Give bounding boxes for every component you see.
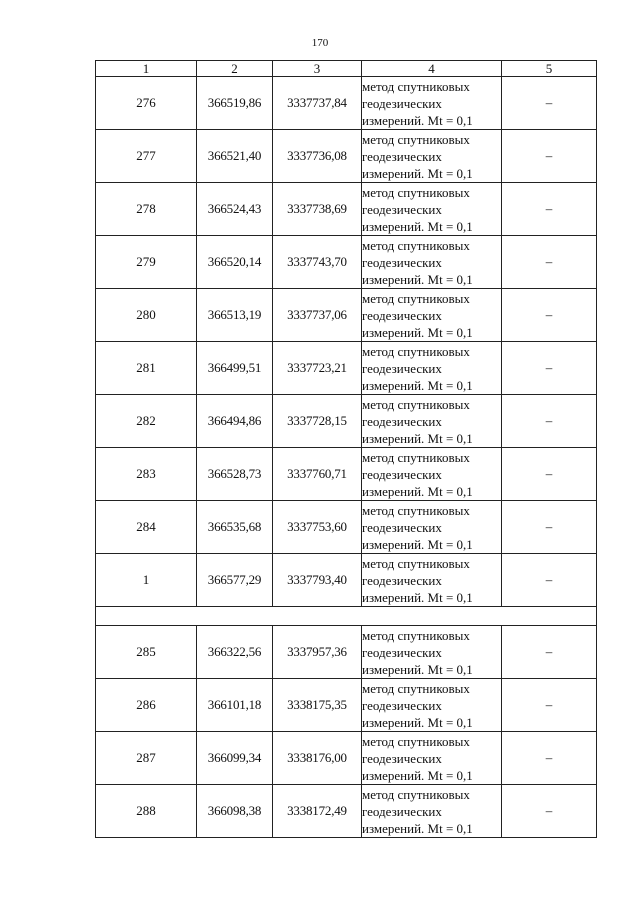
method-line: метод спутниковых <box>362 502 470 518</box>
point-number: 279 <box>96 236 197 289</box>
method-line: измерений. Mt = 0,1 <box>362 377 473 393</box>
table-row <box>96 626 597 679</box>
point-number: 285 <box>96 626 197 679</box>
method-line: метод спутниковых <box>362 131 470 147</box>
method-line: измерений. Mt = 0,1 <box>362 271 473 287</box>
note-dash: – <box>502 130 597 183</box>
point-number: 276 <box>96 77 197 130</box>
method-line: метод спутниковых <box>362 449 470 465</box>
table-row <box>96 236 597 289</box>
point-number: 288 <box>96 785 197 838</box>
header-row <box>96 61 597 77</box>
method-line: измерений. Mt = 0,1 <box>362 820 473 836</box>
note-dash: – <box>502 342 597 395</box>
coordinate-y: 3338176,00 <box>273 732 362 785</box>
point-number: 284 <box>96 501 197 554</box>
table-row <box>96 77 597 130</box>
method-line: метод спутниковых <box>362 237 470 253</box>
coordinate-x: 366520,14 <box>197 236 273 289</box>
method-line: геодезических <box>362 697 442 713</box>
method-description <box>362 130 502 183</box>
method-line: метод спутниковых <box>362 627 470 643</box>
method-description <box>362 77 502 130</box>
header-col-4: 4 <box>362 61 502 77</box>
coordinate-y: 3337738,69 <box>273 183 362 236</box>
table-row <box>96 130 597 183</box>
coordinate-y: 3337957,36 <box>273 626 362 679</box>
method-description <box>362 554 502 607</box>
note-dash: – <box>502 785 597 838</box>
method-line: метод спутниковых <box>362 396 470 412</box>
coordinate-y: 3337737,06 <box>273 289 362 342</box>
coordinate-x: 366322,56 <box>197 626 273 679</box>
note-dash: – <box>502 448 597 501</box>
coordinate-x: 366521,40 <box>197 130 273 183</box>
point-number: 1 <box>96 554 197 607</box>
method-description <box>362 183 502 236</box>
note-dash: – <box>502 732 597 785</box>
point-number: 281 <box>96 342 197 395</box>
method-line: метод спутниковых <box>362 786 470 802</box>
point-number: 278 <box>96 183 197 236</box>
method-description <box>362 732 502 785</box>
method-description <box>362 679 502 732</box>
method-description <box>362 785 502 838</box>
table-row <box>96 732 597 785</box>
note-dash: – <box>502 289 597 342</box>
method-line: геодезических <box>362 360 442 376</box>
coordinate-y: 3337760,71 <box>273 448 362 501</box>
method-line: метод спутниковых <box>362 184 470 200</box>
method-line: измерений. Mt = 0,1 <box>362 767 473 783</box>
coordinate-y: 3337753,60 <box>273 501 362 554</box>
coordinate-x: 366099,34 <box>197 732 273 785</box>
coordinate-x: 366101,18 <box>197 679 273 732</box>
method-line: метод спутниковых <box>362 343 470 359</box>
method-line: измерений. Mt = 0,1 <box>362 430 473 446</box>
point-number: 283 <box>96 448 197 501</box>
table-row <box>96 679 597 732</box>
coordinate-x: 366519,86 <box>197 77 273 130</box>
coordinate-x: 366524,43 <box>197 183 273 236</box>
method-line: геодезических <box>362 644 442 660</box>
method-line: измерений. Mt = 0,1 <box>362 483 473 499</box>
note-dash: – <box>502 679 597 732</box>
method-line: геодезических <box>362 466 442 482</box>
note-dash: – <box>502 626 597 679</box>
method-description <box>362 342 502 395</box>
method-description <box>362 626 502 679</box>
method-description <box>362 395 502 448</box>
coordinate-y: 3337736,08 <box>273 130 362 183</box>
method-line: измерений. Mt = 0,1 <box>362 714 473 730</box>
method-line: геодезических <box>362 307 442 323</box>
method-line: геодезических <box>362 572 442 588</box>
method-line: геодезических <box>362 148 442 164</box>
table-row <box>96 448 597 501</box>
method-line: геодезических <box>362 803 442 819</box>
method-line: метод спутниковых <box>362 78 470 94</box>
header-col-5: 5 <box>502 61 597 77</box>
point-number: 287 <box>96 732 197 785</box>
point-number: 280 <box>96 289 197 342</box>
coordinate-y: 3337737,84 <box>273 77 362 130</box>
table-row <box>96 785 597 838</box>
coordinate-y: 3337743,70 <box>273 236 362 289</box>
coordinate-y: 3338175,35 <box>273 679 362 732</box>
method-line: измерений. Mt = 0,1 <box>362 112 473 128</box>
coordinate-x: 366494,86 <box>197 395 273 448</box>
header-col-1: 1 <box>96 61 197 77</box>
coordinate-x: 366577,29 <box>197 554 273 607</box>
method-description <box>362 236 502 289</box>
coordinate-x: 366535,68 <box>197 501 273 554</box>
table-row <box>96 554 597 607</box>
header-col-3: 3 <box>273 61 362 77</box>
coordinate-y: 3338172,49 <box>273 785 362 838</box>
table-row <box>96 501 597 554</box>
method-line: метод спутниковых <box>362 555 470 571</box>
note-dash: – <box>502 501 597 554</box>
method-line: метод спутниковых <box>362 680 470 696</box>
coordinates-table <box>95 60 597 838</box>
method-line: измерений. Mt = 0,1 <box>362 165 473 181</box>
coordinate-y: 3337723,21 <box>273 342 362 395</box>
method-description <box>362 501 502 554</box>
method-line: геодезических <box>362 750 442 766</box>
note-dash: – <box>502 554 597 607</box>
method-line: геодезических <box>362 413 442 429</box>
method-line: измерений. Mt = 0,1 <box>362 589 473 605</box>
method-line: геодезических <box>362 201 442 217</box>
header-col-2: 2 <box>197 61 273 77</box>
table-row <box>96 342 597 395</box>
method-line: измерений. Mt = 0,1 <box>362 218 473 234</box>
method-line: измерений. Mt = 0,1 <box>362 536 473 552</box>
table-row <box>96 395 597 448</box>
point-number: 286 <box>96 679 197 732</box>
coordinate-x: 366499,51 <box>197 342 273 395</box>
method-line: геодезических <box>362 519 442 535</box>
method-line: геодезических <box>362 254 442 270</box>
group-separator-row <box>96 607 597 626</box>
table-body <box>96 61 597 838</box>
note-dash: – <box>502 183 597 236</box>
note-dash: – <box>502 395 597 448</box>
point-number: 282 <box>96 395 197 448</box>
group-separator-cell <box>96 607 597 626</box>
method-line: метод спутниковых <box>362 290 470 306</box>
method-description <box>362 289 502 342</box>
coordinate-y: 3337793,40 <box>273 554 362 607</box>
coordinate-x: 366513,19 <box>197 289 273 342</box>
coordinate-x: 366528,73 <box>197 448 273 501</box>
page-number: 170 <box>311 37 329 49</box>
table-row <box>96 183 597 236</box>
note-dash: – <box>502 236 597 289</box>
point-number: 277 <box>96 130 197 183</box>
method-line: измерений. Mt = 0,1 <box>362 661 473 677</box>
method-line: геодезических <box>362 95 442 111</box>
method-line: метод спутниковых <box>362 733 470 749</box>
method-line: измерений. Mt = 0,1 <box>362 324 473 340</box>
table-row <box>96 289 597 342</box>
note-dash: – <box>502 77 597 130</box>
coordinate-y: 3337728,15 <box>273 395 362 448</box>
method-description <box>362 448 502 501</box>
coordinate-x: 366098,38 <box>197 785 273 838</box>
